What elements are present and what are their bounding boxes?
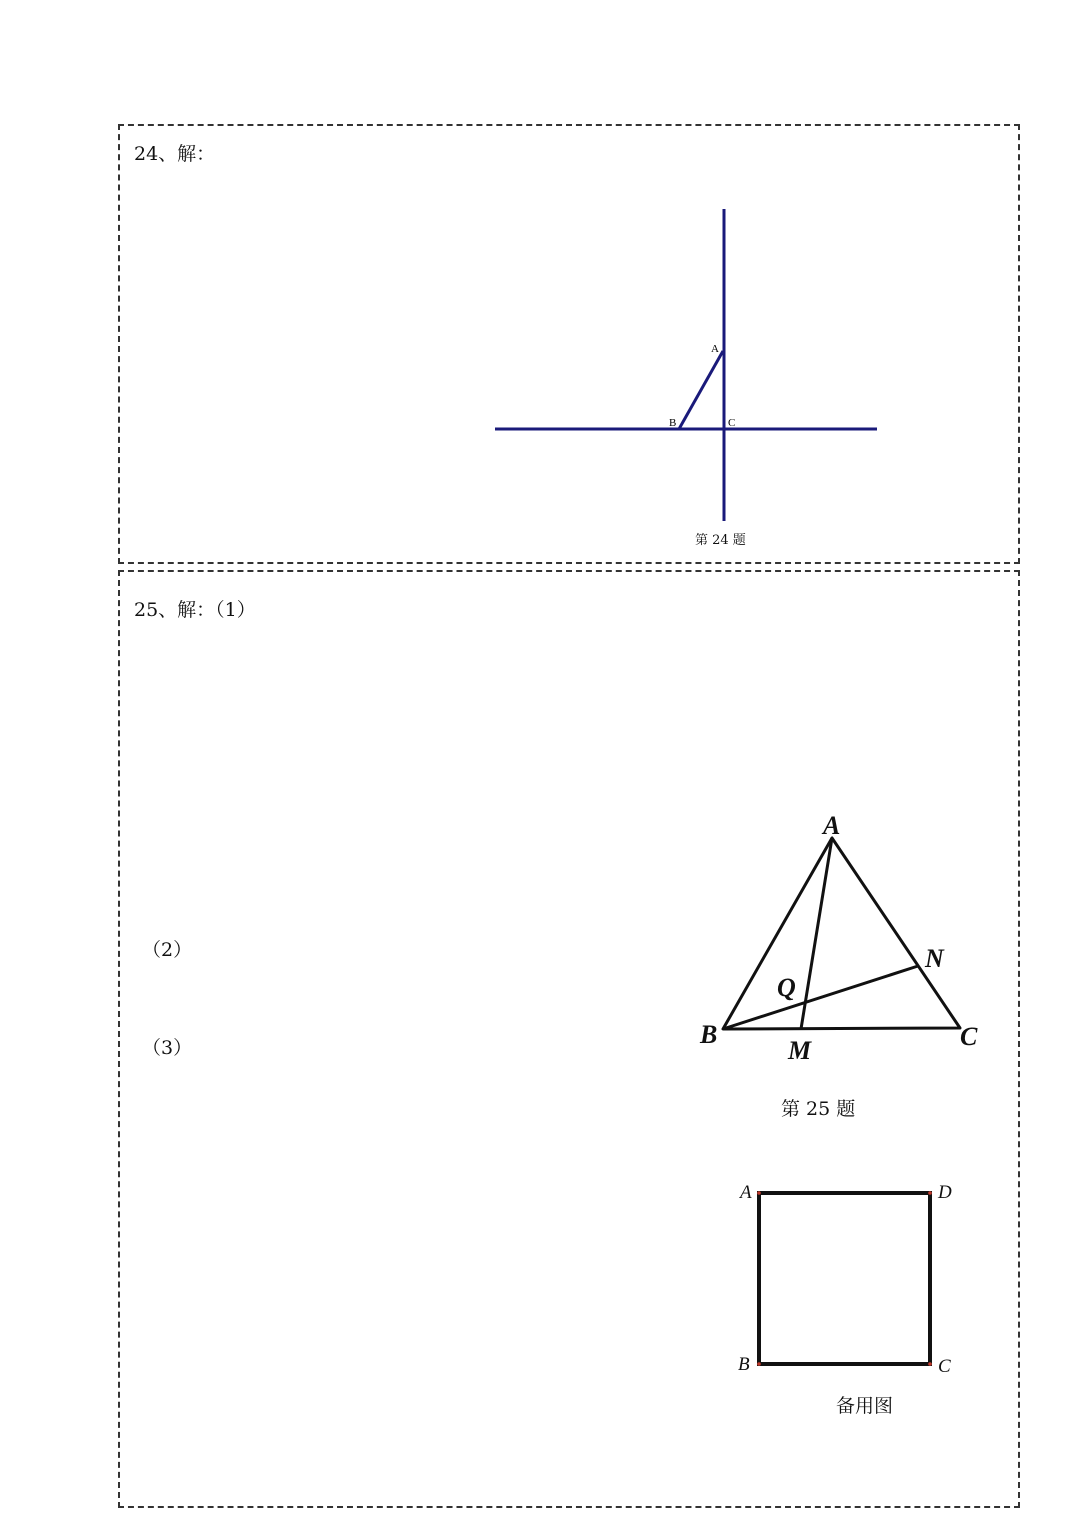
- q25-square-a-label: A: [740, 1182, 752, 1203]
- q25-triangle-abc: [723, 838, 960, 1029]
- q25-spare-square: [759, 1193, 930, 1364]
- q25-point-c-label: C: [960, 1022, 978, 1051]
- q24-caption: 第 24 题: [695, 533, 746, 548]
- q24-point-a-label: A: [711, 343, 719, 355]
- q25-point-m-label: M: [788, 1036, 812, 1065]
- q25-caption: 第 25 题: [781, 1098, 856, 1120]
- q25-square-b-label: B: [738, 1354, 750, 1375]
- q25-square-c-label: C: [938, 1356, 951, 1377]
- q24-point-b-label: B: [669, 417, 677, 429]
- q25-point-b-label: B: [700, 1020, 718, 1049]
- q25-spare-caption: 备用图: [836, 1395, 894, 1417]
- q24-point-c-label: C: [728, 417, 736, 429]
- q25-point-n-label: N: [925, 944, 944, 973]
- q25-square-d-label: D: [938, 1182, 952, 1203]
- q25-point-a-label: A: [823, 811, 841, 840]
- q25-heading: 25、解：（1）: [134, 599, 256, 621]
- q25-point-q-label: Q: [777, 973, 796, 1002]
- q25-part2-label: （2）: [142, 939, 193, 961]
- q24-heading: 24、解：: [134, 143, 216, 165]
- q25-part3-label: （3）: [142, 1037, 193, 1059]
